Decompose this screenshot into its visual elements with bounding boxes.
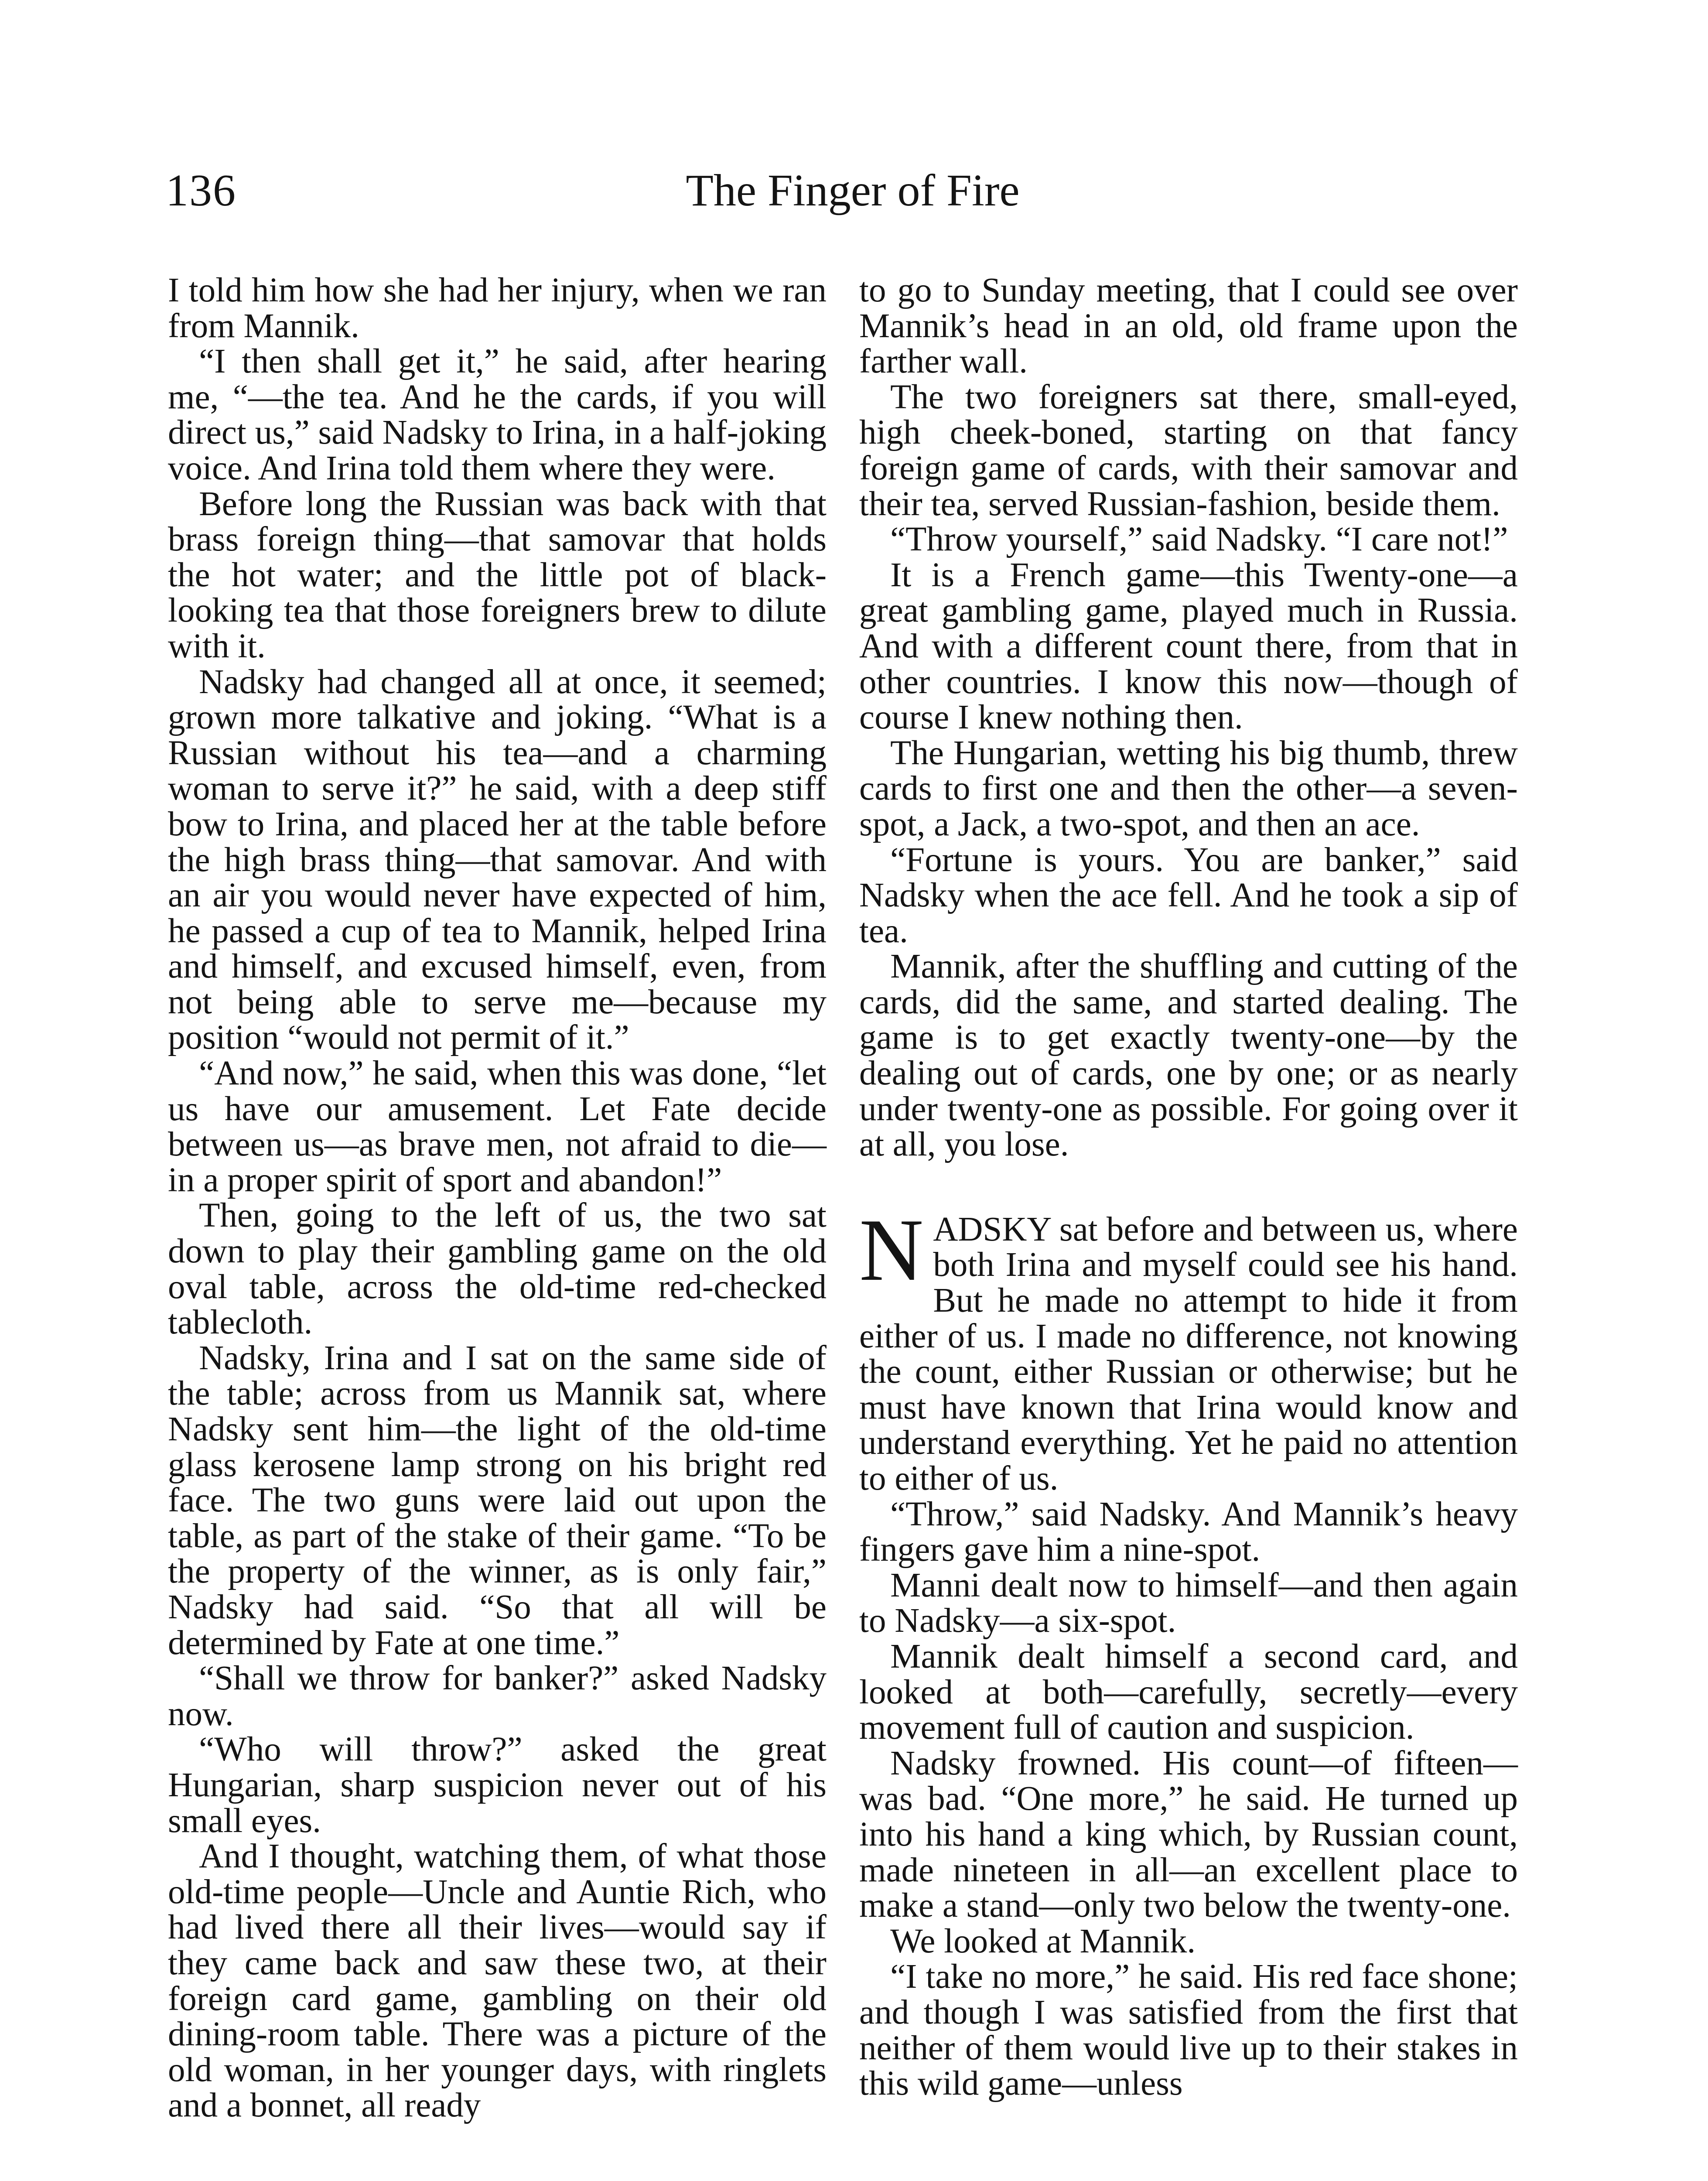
paragraph: Nadsky frowned. His count—of fifteen—was bad. “One more,” he said. He turned up into his hand a king which, by Russian count, made nineteen in all—an excellent place to make a stand—only two below the twenty-one. [859,1744,1518,1925]
section-first-paragraph [859,1200,1518,1497]
paragraph: Before long the Russian was back with that brass foreign thing—that samovar that holds the hot water; and the little pot of black-looking tea that those foreigners brew to dilute with it. [168,485,827,665]
paragraph: The Hungarian, wetting his big thumb, threw cards to first one and then the other—a seven-spot, a Jack, a two-spot, and then an ace. [859,734,1518,843]
section-first-text: ADSKY sat before and between us, where both Irina and myself could see his hand. But he made no attempt to hide it from either of us. I made no difference, not knowing the count, either Russian or otherwise; but he must have known that Irina would know and understand everything. Yet he paid no attention to either of us. [859,1210,1518,1497]
paragraph: And I thought, watching them, of what those old-time people—Uncle and Auntie Rich, who had lived there all their lives—would say if they came back and saw these two, at their foreign card game, gambling on their old dining-room table. There was a picture of the old woman, in her younger days, with ringlets and a bonnet, all ready [168,1837,827,2125]
paragraph: Mannik, after the shuffling and cutting of the cards, did the same, and started dealing. The game is to get exactly twenty-one—by the dealing out of cards, one by one; or as nearly under twenty-one as possible. For going over it at all, you lose. [859,947,1518,1164]
paragraph: It is a French game—this Twenty-one—a great gambling game, played much in Russia. And with a different count there, from that in other countries. I know this now—though of course I knew nothing then. [859,556,1518,737]
paragraph: We looked at Mannik. [890,1922,1196,1960]
paragraph: “Shall we throw for banker?” asked Nadsky now. [168,1659,827,1733]
paragraph: “Who will throw?” asked the great Hungarian, sharp suspicion never out of his small eyes. [168,1730,827,1840]
drop-cap: N [859,1200,924,1299]
paragraph: The two foreigners sat there, small-eyed, high cheek-boned, starting on that fancy foreign game of cards, with their samovar and their tea, served Russian-fashion, beside them. [859,378,1518,523]
paragraph: “Throw yourself,” said Nadsky. “I care not!” [890,520,1508,559]
paragraph: Mannik dealt himself a second card, and looked at both—carefully, secretly—every movement full of caution and suspicion. [859,1637,1518,1747]
running-title: The Finger of Fire [686,165,1020,215]
paragraph: to go to Sunday meeting, that I could see over Mannik’s head in an old, old frame upon the farther wall. [859,271,1518,381]
paragraph: “And now,” he said, when this was done, “let us have our amusement. Let Fate decide between us—as brave men, not afraid to die—in a proper spirit of sport and abandon!” [168,1054,827,1199]
paragraph: “Fortune is yours. You are banker,” said Nadsky when the ace fell. And he took a sip of tea. [859,841,1518,950]
page-number: 136 [166,165,236,215]
paragraph: Nadsky, Irina and I sat on the same side of the table; across from us Mannik sat, where Nadsky sent him—the light of the old-time glass kerosene lamp strong on his bright red face. The two guns were laid out upon the table, as part of the stake of their game. “To be the property of the winner, as is only fair,” Nadsky had said. “So that all will be determined by Fate at one time.” [168,1339,827,1662]
paragraph: Nadsky had changed all at once, it seemed; grown more talkative and joking. “What is a Russian without his tea—and a charming woman to serve it?” he said, with a deep stiff bow to Irina, and placed her at the table before the high brass thing—that samovar. And with an air you would never have expected of him, he passed a cup of tea to Mannik, helped Irina and himself, and excused himself, even, from not being able to serve me—because my position “would not permit of it.” [168,663,827,1057]
paragraph: “I then shall get it,” he said, after hearing me, “—the tea. And he the cards, if you will direct us,” said Nadsky to Irina, in a half-joking voice. And Irina told them where they were. [168,342,827,487]
paragraph: “Throw,” said Nadsky. And Mannik’s heavy fingers gave him a nine-spot. [859,1495,1518,1569]
paragraph: Manni dealt now to himself—and then again to Nadsky—a six-spot. [859,1566,1518,1640]
paragraph: Then, going to the left of us, the two sat down to play their gambling game on the old oval table, across the old-time red-checked tablecloth. [168,1196,827,1342]
paragraph: I told him how she had her injury, when we ran from Mannik. [168,271,827,345]
right-column [859,273,1518,2102]
left-column [168,273,827,2123]
paragraph: “I take no more,” he said. His red face shone; and though I was satisfied from the first that neither of them would live up to their stakes in this wild game—unless [859,1958,1518,2103]
